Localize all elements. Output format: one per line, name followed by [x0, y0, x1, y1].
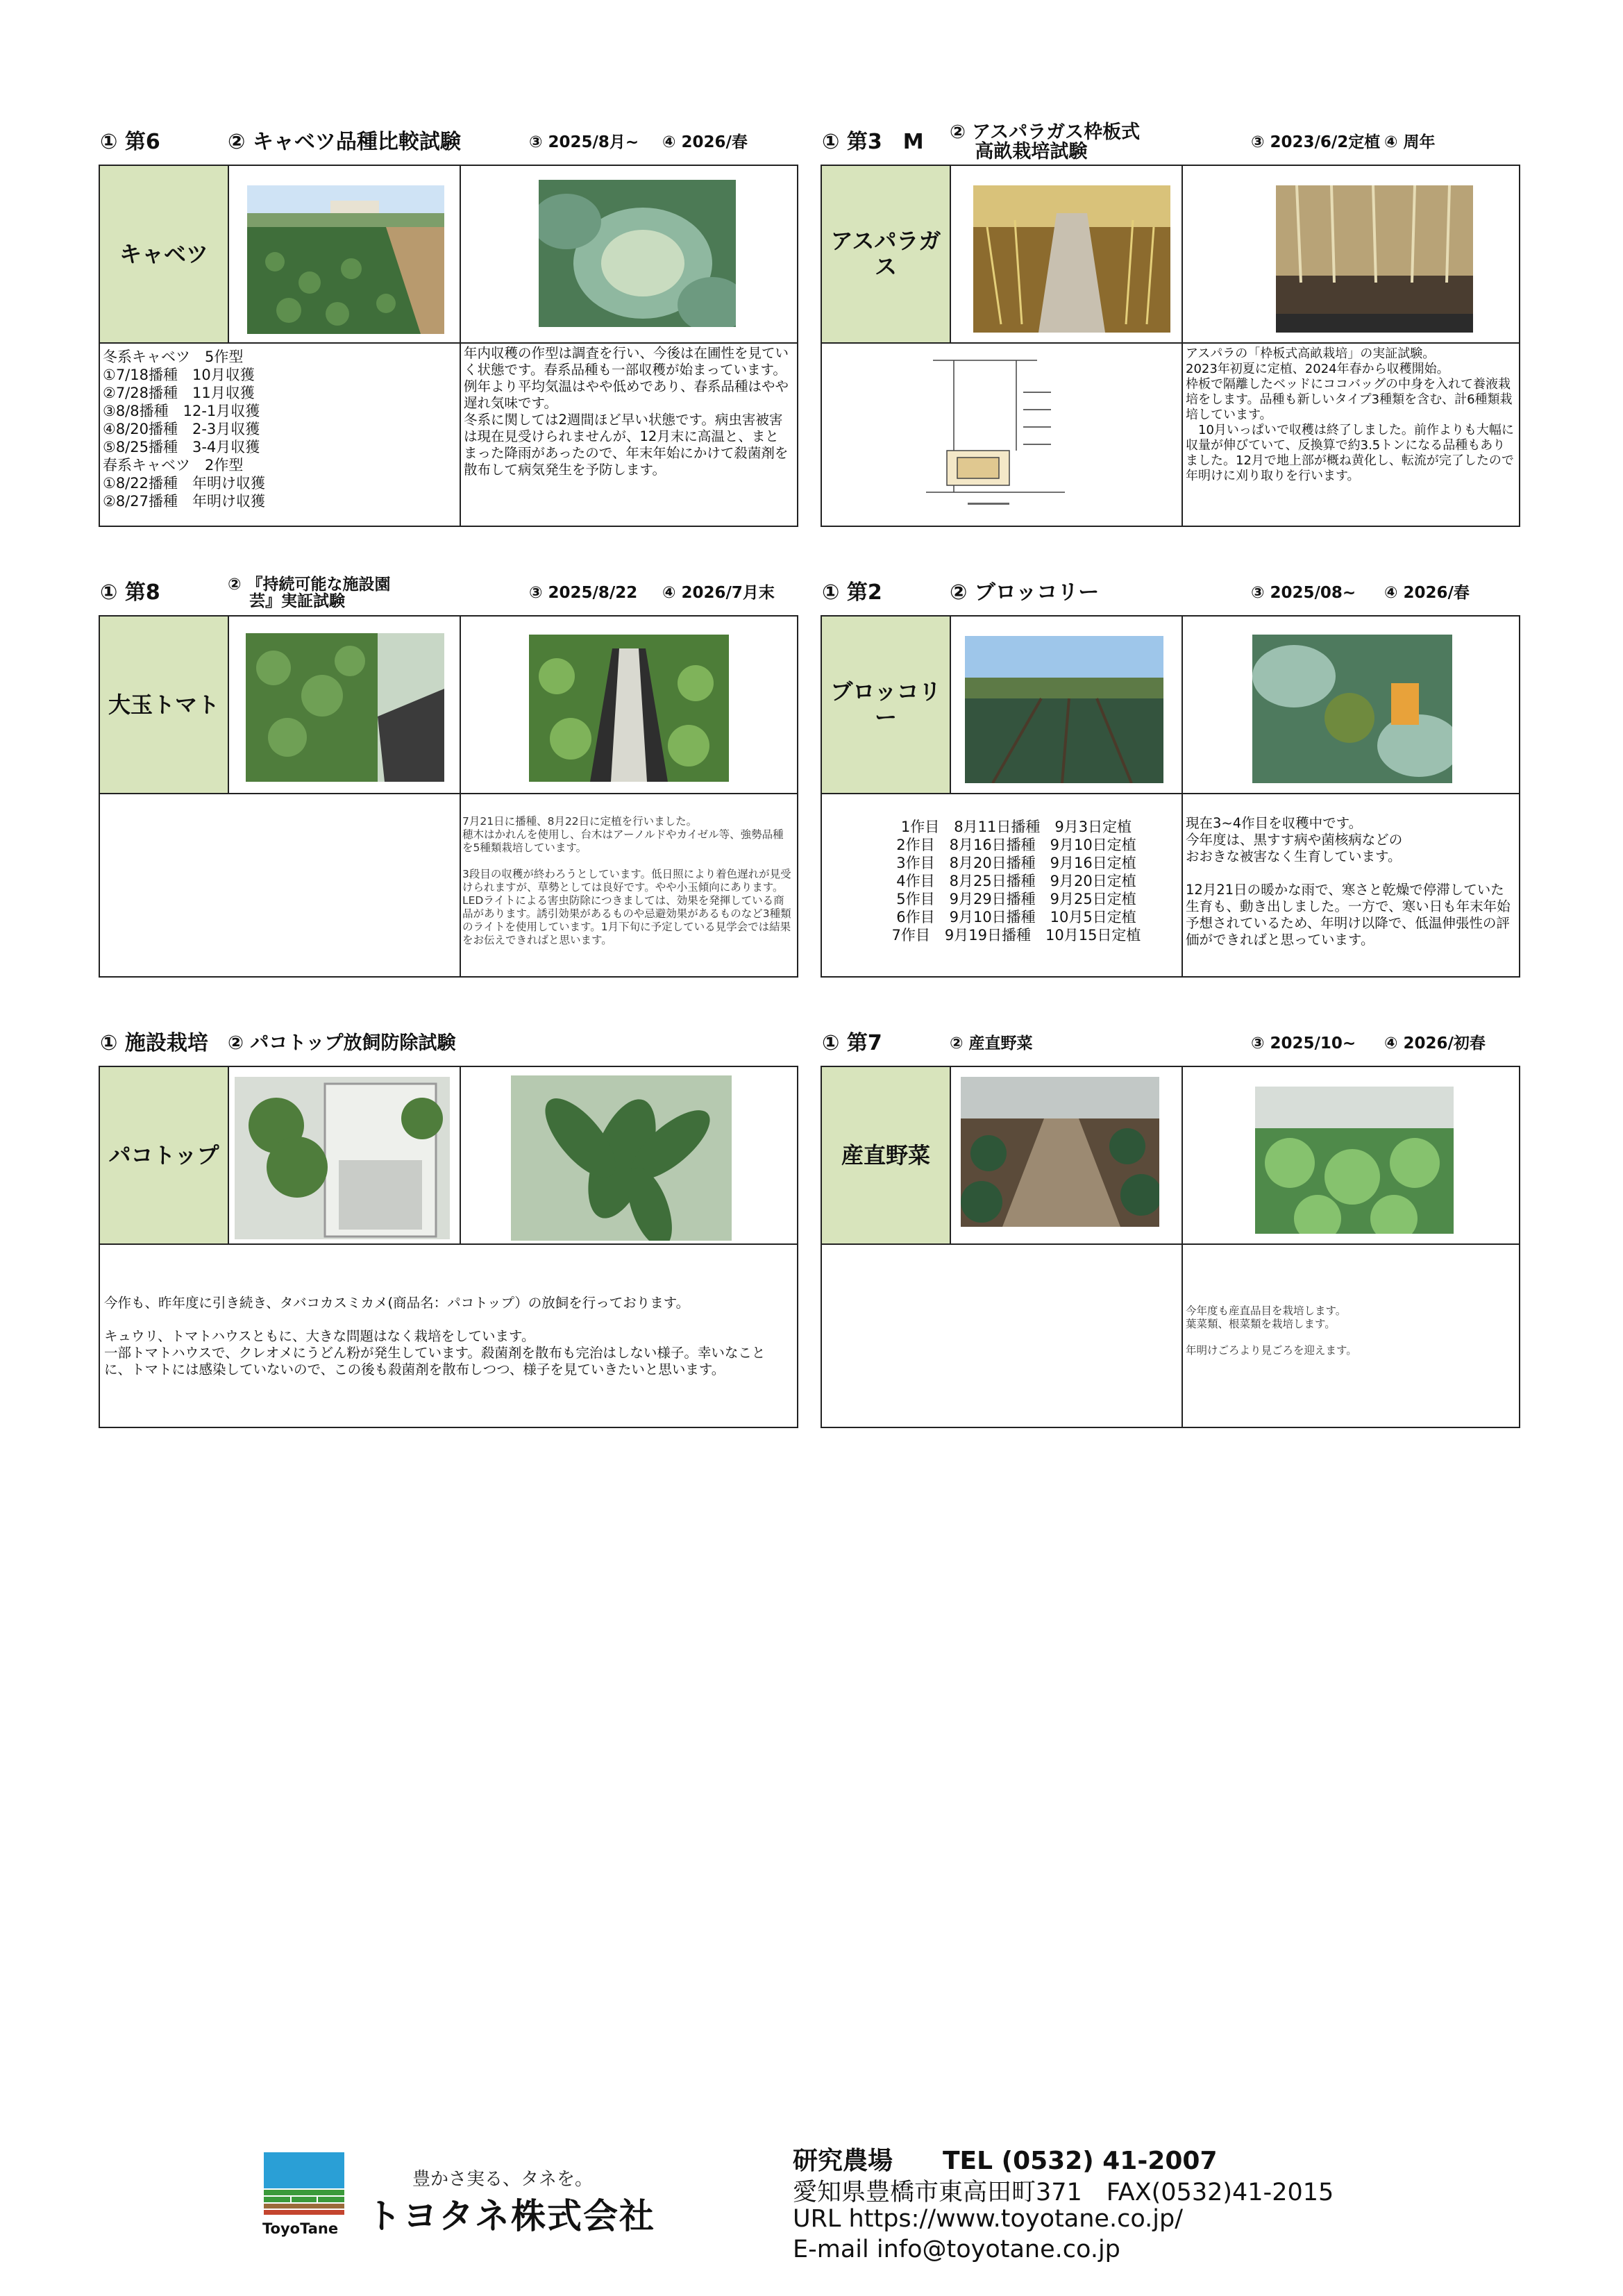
photo-cell-1 — [229, 166, 461, 344]
photo-cell-2 — [461, 617, 797, 794]
address-fax: 愛知県豊橋市東高田町371 FAX(0532)41-2015 — [793, 2179, 1334, 2206]
field-number: ① 第8 — [100, 580, 160, 605]
trial-name: ② ブロッコリー — [950, 580, 1100, 605]
cultivation-schedule-cell — [100, 344, 461, 526]
greenhouse-vegetable-rows-photo — [961, 1077, 1159, 1227]
section-header — [821, 1030, 1519, 1071]
photo-cell-1 — [951, 617, 1183, 794]
crop-name-cell: キャベツ — [100, 166, 229, 344]
crop-name-cell: 産直野菜 — [822, 1067, 951, 1245]
cabbage-closeup-photo — [539, 180, 736, 327]
pacotop-plant-closeup-photo — [511, 1075, 732, 1241]
section-header — [99, 576, 797, 621]
end-date: ④ 周年 — [1384, 133, 1436, 151]
company-name: トヨタネ株式会社 — [367, 2196, 655, 2236]
empty-cell — [822, 1245, 1183, 1427]
notes-text: 現在3~4作目を収穫中です。 今年度は、黒すす病や菌核病などの おおきな被害なく生育しています。 12月21日の暖かな雨で、寒さと乾燥で停滞していた生育も、動き出しました。一方で、寒い日も年末年始予想されているため、年明け以降で、低温伸張性の評価ができればと思っています。 — [1186, 815, 1511, 948]
photo-cell-2 — [461, 1067, 797, 1245]
end-date: ④ 2026/7月末 — [662, 584, 775, 602]
notes-text: 年内収穫の作型は調査を行い、今後は在圃性を見ていく状態です。春系品種も一部収穫が始まっています。 例年より平均気温はやや低めであり、春系品種はやや遅れ気味です。 冬系に関しては2週間ほど早い状態です。病虫害被害は現在見受けられませんが、12月末に高温と、まとまった降雨があったので、年末年始にかけて殺菌剤を散布して病気発生を予防します。 — [464, 345, 789, 478]
field-number: ① 第7 — [822, 1031, 882, 1055]
end-date: ④ 2026/春 — [662, 133, 748, 151]
section-header — [821, 579, 1519, 621]
asparagus-bed-photo — [1276, 185, 1473, 333]
insectary-cage-photo — [235, 1077, 450, 1239]
email-address: E-mail info@toyotane.co.jp — [793, 2236, 1120, 2263]
cultivation-schedule-text: 1作目 8月11日播種 9月3日定植 2作目 8月16日播種 9月10日定植 3作目 8月20日播種 9月16日定植 4作目 8月25日播種 9月20日定植 5作目 9月29日播種 9月25日定植 6作目 9月10日播種 10月5日定植 7作目 9月19日播種 10月15日定植 — [891, 819, 1141, 944]
trial-name: ② パコトップ放飼防除試験 — [228, 1032, 456, 1054]
trial-name: ② アスパラガス枠板式 高畝栽培試験 — [950, 121, 1141, 163]
photo-cell-1 — [951, 166, 1183, 344]
end-date: ④ 2026/春 — [1384, 584, 1470, 602]
section-header — [821, 121, 1519, 170]
notes-text: アスパラの「枠板式高畝栽培」の実証試験。 2023年初夏に定植、2024年春から収穫開始。 枠板で隔離したベッドにココバッグの中身を入れて養液栽培をします。品種も新しいタイプ3種類を含む、計6種類栽培しています。 10月いっぱいで収穫は終了しました。前作よりも大幅に収量が伸びていて、反換算で約3.5トンになる品種もありました。12月で地上部が概ね黄化し、転流が完了したので年明けに刈り取りを行います。 — [1186, 346, 1514, 483]
start-date: ③ 2025/10~ — [1251, 1034, 1356, 1053]
field-number: ① 施設栽培 — [100, 1031, 208, 1055]
cultivation-schedule-text: 冬系キャベツ 5作型 ①7/18播種 10月収獲 ②7/28播種 11月収獲 ③8/8播種 12-1月収獲 ④8/20播種 2-3月収獲 ⑤8/25播種 3-4月収獲 春系キャベツ 2作型 ①8/22播種 年明け収獲 ②8/27播種 年明け収獲 — [103, 349, 265, 510]
start-date: ③ 2025/08~ — [1251, 584, 1356, 602]
website-url: URL https://www.toyotane.co.jp/ — [793, 2205, 1183, 2233]
start-date: ③ 2023/6/2定植 — [1251, 133, 1381, 151]
notes-cell — [461, 794, 797, 976]
crop-name-cell: ブロッコリー — [822, 617, 951, 794]
cabbage-field-photo — [247, 185, 444, 334]
field-number: ① 第3 M — [822, 130, 924, 154]
start-date: ③ 2025/8月~ — [529, 133, 639, 151]
tomato-greenhouse-row-photo — [529, 635, 729, 782]
trial-table — [821, 1066, 1520, 1428]
asparagus-greenhouse-photo — [973, 185, 1170, 333]
trial-table — [99, 165, 798, 527]
department-telephone: 研究農場 TEL (0532) 41-2007 — [793, 2147, 1218, 2175]
photo-cell-1 — [229, 617, 461, 794]
crop-name-cell: 大玉トマト — [100, 617, 229, 794]
notes-text: 7月21日に播種、8月22日に定植を行いました。 穂木はかれんを使用し、台木はアーノルドやカイゼル等、強勢品種を5種類栽培しています。 3段目の収穫が終わろうとしています。低日照により着色遅れが見受けられますが、草勢としては良好です。やや小玉傾向にあります。 LEDライトによる害虫防除につきましては、効果を発揮している商品があります。誘引効果があるものや忌避効果があるものなど3種類のライトを使用しています。1月下旬に予定している見学会では結果をお伝えできればと思います。 — [462, 815, 791, 946]
end-date: ④ 2026/初春 — [1384, 1034, 1486, 1053]
photo-cell-2 — [1183, 166, 1519, 344]
notes-cell — [461, 344, 797, 526]
field-number: ① 第2 — [822, 580, 882, 605]
trial-table — [99, 1066, 798, 1428]
section-header — [99, 1030, 797, 1071]
notes-text: 今作も、昨年度に引き続き、タバコカスミカメ(商品名：パコトップ）の放飼を行っております。 キュウリ、トマトハウスともに、大きな問題はなく栽培をしています。 一部トマトハウスで、クレオメにうどん粉が発生しています。殺菌剤を散布も完治はしない様子。幸いなことに、トマトには感染していないので、この後も殺菌剤を散布しつつ、様子を見ていきたいと思います。 — [104, 1295, 766, 1377]
trial-name: ② 産直野菜 — [950, 1034, 1033, 1053]
diagram-cell — [822, 344, 1183, 526]
notes-text: 今年度も産直品目を栽培します。 葉菜類、根菜類を栽培します。 年明けごろより見ごろを迎えます。 — [1186, 1305, 1357, 1357]
crop-name-cell: パコトップ — [100, 1067, 229, 1245]
photo-cell-2 — [1183, 617, 1519, 794]
start-date: ③ 2025/8/22 — [529, 584, 638, 602]
tagline: 豊かさ実る、タネを。 — [412, 2169, 594, 2190]
crop-name-cell: アスパラガス — [822, 166, 951, 344]
leafy-vegetables-photo — [1255, 1087, 1454, 1234]
raised-bed-cross-section-diagram — [926, 353, 1065, 517]
cultivation-schedule-cell — [822, 794, 1183, 976]
empty-cell — [100, 794, 461, 976]
photo-cell-2 — [1183, 1067, 1519, 1245]
photo-cell-2 — [461, 166, 797, 344]
trial-table — [99, 615, 798, 978]
broccoli-head-photo — [1252, 635, 1452, 783]
notes-cell — [1183, 1245, 1519, 1427]
notes-cell — [1183, 344, 1519, 526]
trial-name: ② 『持続可能な施設園 芸』実証試験 — [228, 576, 391, 611]
tomato-plants-photo — [246, 633, 444, 782]
photo-cell-1 — [229, 1067, 461, 1245]
notes-cell — [1183, 794, 1519, 976]
section-header — [99, 128, 797, 170]
trial-table — [821, 165, 1520, 527]
trial-name: ② キャベツ品種比較試験 — [228, 130, 461, 154]
photo-cell-1 — [951, 1067, 1183, 1245]
logo-wordmark: ToyoTane — [262, 2220, 339, 2237]
field-number: ① 第6 — [100, 130, 160, 154]
broccoli-field-photo — [965, 636, 1163, 783]
trial-table — [821, 615, 1520, 978]
